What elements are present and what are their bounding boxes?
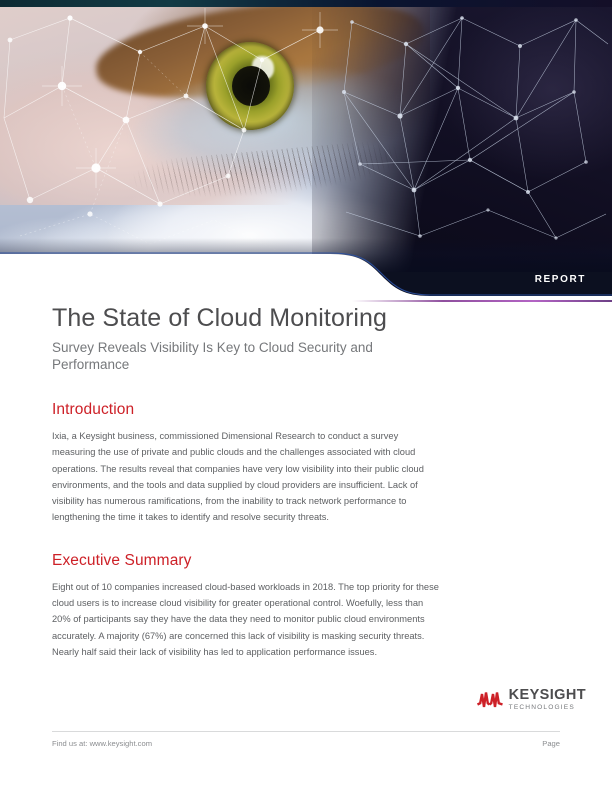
- footer-divider: [52, 731, 560, 732]
- section-heading-executive-summary: Executive Summary: [52, 551, 192, 569]
- page-title: The State of Cloud Monitoring: [52, 304, 388, 332]
- hero-purple-accent-line: [352, 300, 612, 302]
- hero-banner: [0, 0, 612, 302]
- brand-tagline: TECHNOLOGIES: [508, 703, 575, 711]
- section-heading-introduction: Introduction: [52, 401, 135, 418]
- hero-top-strip: [0, 0, 612, 7]
- section-body-executive-summary: Eight out of 10 companies increased cloud-based workloads in 2018. The top priority for these cloud users is to increase cloud visibility for greater operational control. Woefully, less than 20% of participants say they have the data they need to monitor public cloud environments accurately. A majority (67%) are concerned this lack of visibility is masking security threats. Nearly half said their lack of visibility has led to application performance issues.: [52, 581, 439, 657]
- section-body-introduction: Ixia, a Keysight business, commissioned Dimensional Research to conduct a survey measuring the use of private and public clouds and the challenges associated with cloud operations. The results reveal that companies have very low visibility into their public cloud environments, and the tools and data supplied by cloud providers are insufficient. Lack of visibility has numerous ramifications, from the inability to track network performance to lengthening the time it takes to identify and resolve security threats.: [52, 431, 424, 523]
- swoosh-divider: [0, 246, 612, 302]
- footer-page-number: Page: [542, 739, 560, 748]
- keysight-wordmark: [509, 688, 586, 711]
- keysight-logo: [477, 688, 586, 711]
- network-overlay-icon: [0, 0, 612, 272]
- page-subtitle: Survey Reveals Visibility Is Key to Cloud Security and Performance: [52, 340, 373, 372]
- keysight-waveform-icon: [477, 690, 503, 710]
- section-introduction: [0, 401, 612, 526]
- brand-name: KEYSIGHT: [508, 687, 586, 703]
- section-executive-summary: [0, 552, 612, 660]
- report-badge: REPORT: [534, 274, 586, 285]
- page-footer: [52, 739, 560, 748]
- footer-website-link[interactable]: Find us at: www.keysight.com: [52, 739, 153, 748]
- document-body: [0, 302, 612, 660]
